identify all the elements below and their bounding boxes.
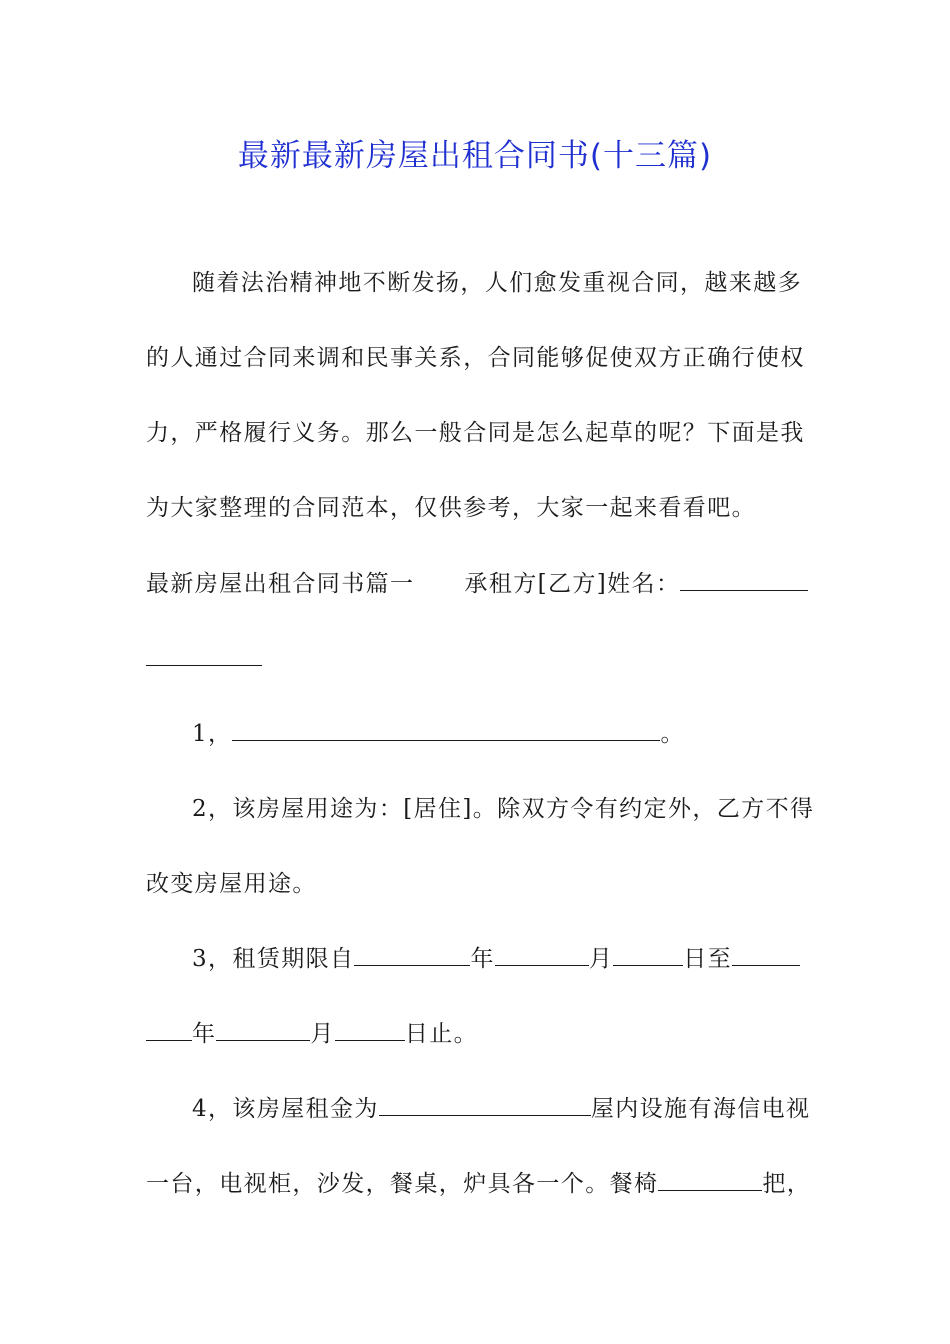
clause-1-blank [232, 720, 660, 741]
intro-line-2: 的人通过合同来调和民事关系，合同能够促使双方正确行使权 [146, 345, 805, 371]
clause-2-line-1: 2，该房屋用途为：[居住]。除双方令有约定外，乙方不得 [192, 796, 815, 822]
end-day-blank [335, 1020, 405, 1041]
intro-line-3: 力，严格履行义务。那么一般合同是怎么起草的呢？下面是我 [146, 420, 805, 446]
rent-amount-blank [379, 1095, 591, 1116]
clause-3-prefix: 3，租赁期限自 [192, 946, 355, 972]
clause-4-line-2 [146, 1169, 812, 1199]
clause-4-prefix: 4，该房屋租金为 [192, 1096, 379, 1122]
intro-line-4: 为大家整理的合同范本，仅供参考，大家一起来看看吧。 [146, 495, 756, 521]
clause-2-line-2: 改变房屋用途。 [146, 871, 317, 897]
clause-4-line-1 [192, 1094, 811, 1124]
section-heading-row [146, 569, 806, 599]
tenant-name-blank-2 [146, 645, 262, 666]
clause-4-suffix: 屋内设施有海信电视 [590, 1096, 811, 1122]
day-end-label: 日止。 [404, 1021, 479, 1047]
end-year-label: 年 [192, 1021, 217, 1047]
clause-1-number: 1， [192, 721, 233, 747]
month-label: 月 [588, 946, 614, 972]
section-heading: 最新房屋出租合同书篇一 [146, 571, 415, 597]
start-month-blank [495, 945, 589, 966]
year-label: 年 [470, 946, 495, 972]
end-year-blank [732, 945, 800, 966]
start-year-blank [354, 945, 470, 966]
end-month-blank [216, 1020, 310, 1041]
clause-4-line-2-prefix: 一台，电视柜，沙发，餐桌，炉具各一个。餐椅 [146, 1171, 659, 1197]
clause-1-end: 。 [660, 721, 685, 747]
clause-3-line-1 [192, 944, 806, 974]
intro-line-1: 随着法治精神地不断发扬，人们愈发重视合同，越来越多 [192, 270, 802, 296]
clause-4-line-2-suffix: 把， [762, 1171, 812, 1197]
start-day-blank [613, 945, 683, 966]
tenant-name-label: 承租方[乙方]姓名： [464, 571, 681, 597]
end-year-blank-2 [146, 1020, 192, 1041]
end-month-label: 月 [310, 1021, 335, 1047]
day-to-label: 日至 [683, 946, 733, 972]
chair-count-blank [658, 1170, 762, 1191]
document-title: 最新最新房屋出租合同书(十三篇) [237, 138, 713, 174]
clause-3-line-2 [146, 1019, 806, 1049]
tenant-name-blank [680, 570, 808, 591]
clause-1 [192, 719, 806, 749]
tenant-name-continuation [146, 644, 806, 674]
